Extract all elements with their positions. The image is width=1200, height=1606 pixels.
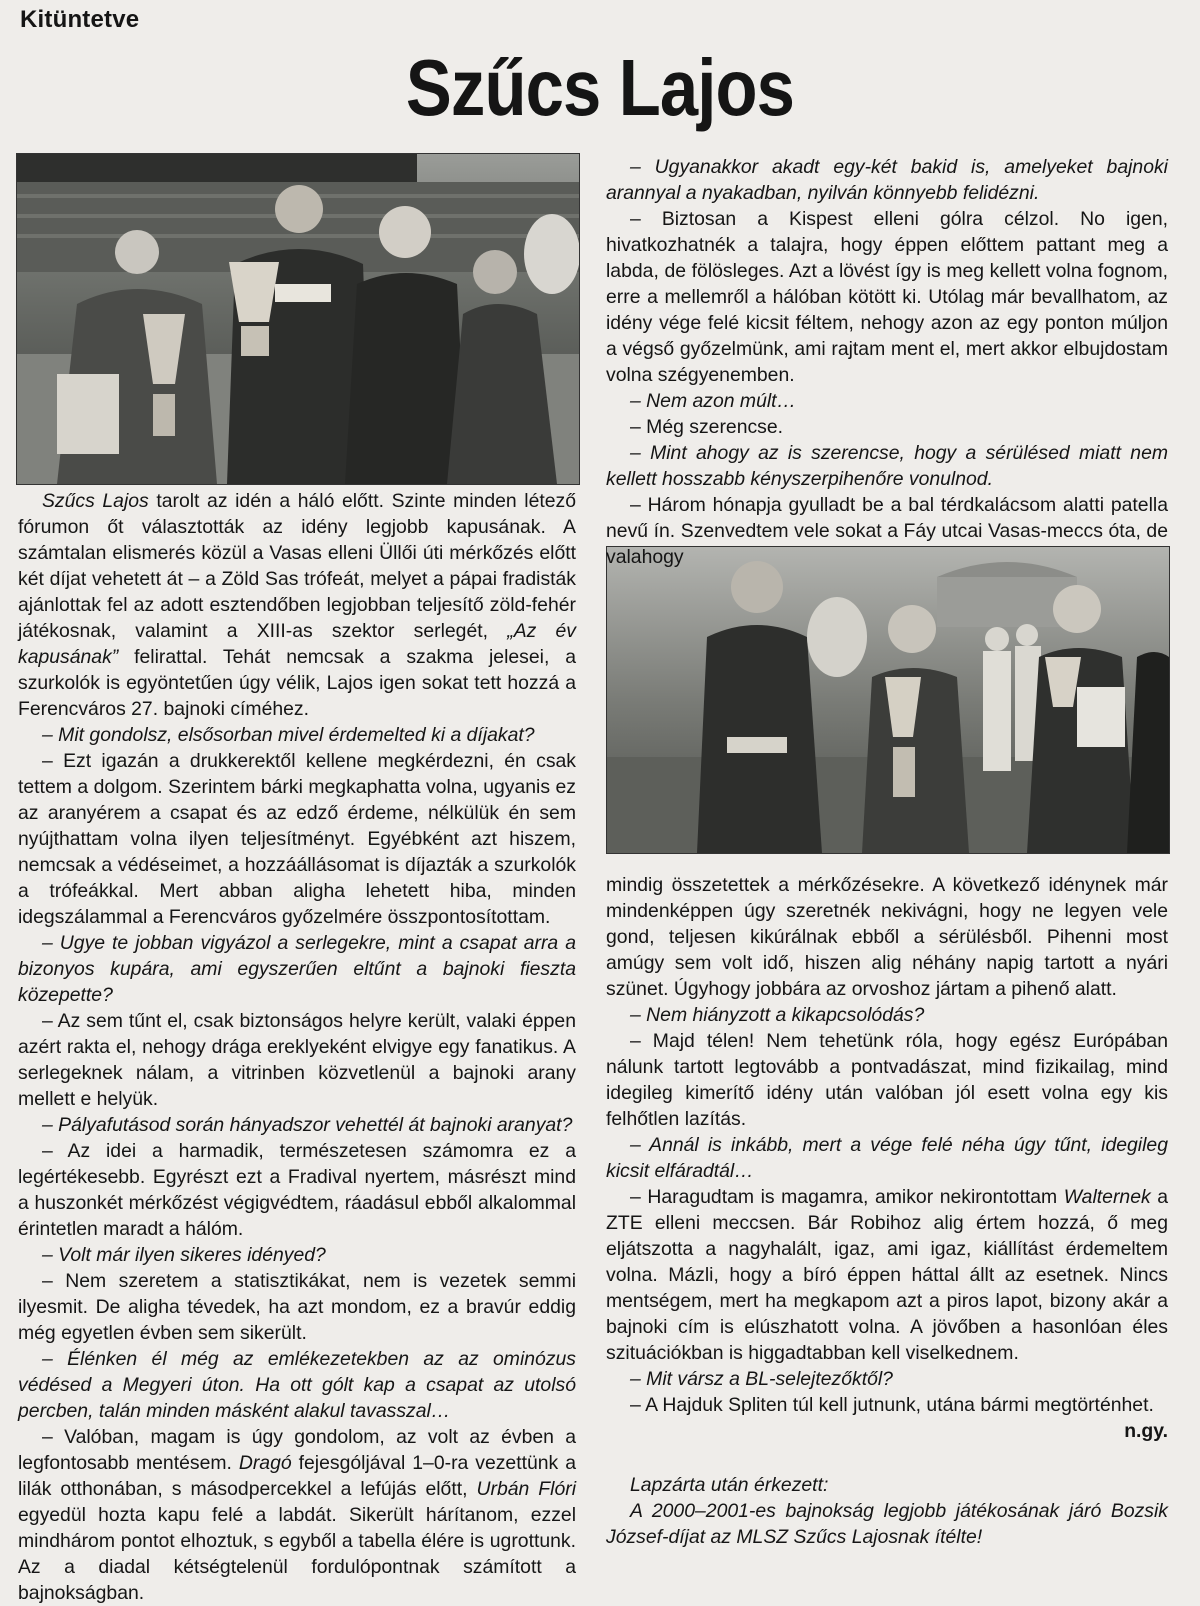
answer-paragraph: – Három hónapja gyulladt be a bal térdkalácsom alatti patella nevű ín. Szenvedtem vele sokat a Fáy utcai Vasas-meccs óta, de valahogy bbox=[606, 494, 1168, 568]
answer-paragraph: – Majd télen! Nem tehetünk róla, hogy egész Európában nálunk tartott legtovább a pontvadászat, mind fizikailag, mind idegileg kimerítő idény után valóban jól esett volna egy kis felhőtlen lazítás. bbox=[606, 1030, 1168, 1130]
answer-paragraph: – Valóban, magam is úgy gondolom, az volt az évben a legfontosabb mentésem. Dragó fejesgóljával 1–0-ra vezettünk a lilák otthonában, s másodpercekkel a lefújás előtt, Urbán Flóri egyedül hozta kapu felé a labdát. Sikerült hárítanom, ezzel mindhárom pontot elhoztuk, s egyből a tabella élére is ugrottunk. Az a diadal kétségtelenül fordulópontnak számított a bajnokságban. bbox=[18, 1426, 576, 1604]
answer-paragraph: – Az idei a harmadik, természetesen számomra ez a legértékesebb. Egyrészt ezt a Fradival nyertem, másrészt mind a huszonkét mérkőzést végigvédtem, ráadásul ebből alkalommal érintetlen maradt a hálóm. bbox=[18, 1140, 576, 1240]
article-column-right-bottom bbox=[606, 872, 1168, 1550]
article-column-left bbox=[18, 488, 576, 1606]
article-headline: Szűcs Lajos bbox=[405, 43, 795, 132]
question-paragraph: – Mint ahogy az is szerencse, hogy a sérülésed miatt nem kellett hosszabb kényszerpihenőre vonulnod. bbox=[606, 442, 1168, 490]
question-paragraph: – Volt már ilyen sikeres idényed? bbox=[42, 1244, 326, 1266]
answer-paragraph: – A Hajduk Spliten túl kell jutnunk, utána bármi megtörténhet. bbox=[630, 1394, 1154, 1416]
answer-paragraph: – Nem szeretem a statisztikákat, nem is vezetek semmi ilyesmit. De aligha tévedek, ha azt mondom, ez a bravúr eddig még egyetlen évben sem sikerült. bbox=[18, 1270, 576, 1344]
question-paragraph: – Élénken él még az emlékezetekben az az ominózus védésed a Megyeri úton. Ha ott gólt kap a csapat az utolsó percben, talán minden másként alakul tavasszal… bbox=[18, 1348, 576, 1422]
question-paragraph: – Pályafutásod során hányadszor vehettél át bajnoki aranyat? bbox=[42, 1114, 573, 1136]
author-signature: n.gy. bbox=[1124, 1420, 1168, 1442]
answer-paragraph: – Még szerencse. bbox=[630, 416, 784, 438]
answer-paragraph: – Biztosan a Kispest elleni gólra célzol. No igen, hivatkozhatnék a talajra, hogy éppen előttem pattant meg a labda, de fölösleges. Azt a lövést így is meg kellett volna fognom, erre a mellemről a hálóban kötött ki. Utólag már bevallhatom, az idény vége felé kicsit féltem, nehogy azon az egy ponton múljon a végső győzelmünk, ami rajtam ment el, mert akkor elbujdostam volna szégyenemben. bbox=[606, 208, 1168, 386]
answer-paragraph: mindig összetettek a mérkőzésekre. A következő idénynek már mindenképpen úgy szeretnék nekivágni, hogy ne legyen vele gond, teljesen kikúrálnak ebből a sérülésből. Pihenni most amúgy sem volt idő, hiszen alig néhány napig tartott a nyári szünet. Úgyhogy jobbára az orvoshoz jártam a pihenő alatt. bbox=[606, 874, 1168, 1000]
question-paragraph: – Ugyanakkor akadt egy-két bakid is, amelyeket bajnoki arannyal a nyakadban, nyilván könnyebb felidézni. bbox=[606, 156, 1168, 204]
award-handshake-photo bbox=[606, 546, 1170, 854]
answer-paragraph: – Ezt igazán a drukkerektől kellene megkérdezni, én csak tettem a dolgom. Szerintem bárki megkaphatta volna, ugyanis ez az aranyérem a csapat és az edző érdeme, nélkülük én sem nyújthattam volna ilyen teljesítményt. Egyébként azt hiszem, nemcsak a védéseimet, a hozzáállásomat is díjazták a szurkolók a trófeákkal. Mert abban aligha lehetett hiba, minden idegszálammal a Ferencváros győzelmére összpontosítottam. bbox=[18, 750, 576, 928]
answer-paragraph: – Az sem tűnt el, csak biztonságos helyre került, valaki éppen azért rakta el, nehogy drága ereklyeként elvigye egy fanatikus. A serlegeknek nálam, a vitrinben közvetlenül a bajnoki arany mellett e helyük. bbox=[18, 1010, 576, 1110]
section-kicker: Kitüntetve bbox=[20, 6, 140, 33]
question-paragraph: – Mit gondolsz, elsősorban mivel érdemelted ki a díjakat? bbox=[42, 724, 535, 746]
late-note-text: A 2000–2001-es bajnokság legjobb játékosának járó Bozsik József-díjat az MLSZ Szűcs Lajosnak ítélte! bbox=[606, 1500, 1168, 1548]
answer-paragraph: – Haragudtam is magamra, amikor nekirontottam Walternek a ZTE elleni meccsen. Bár Robihoz alig értem hozzá, ő meg eljátszotta a nagyhalált, igaz, ami igaz, kiállítást érdemeltem volna. Mázli, hogy a bíró éppen háttal állt az esetnek. Nincs mentségem, mert ha megkapom azt a piros lapot, bizony akár a bajnoki cím is elúszhatott volna. A jövőben a hasonlóan éles szituációkban is higgadtabban kell viselkednem. bbox=[606, 1186, 1169, 1364]
late-note-label: Lapzárta után érkezett: bbox=[630, 1474, 829, 1496]
question-paragraph: – Nem hiányzott a kikapcsolódás? bbox=[630, 1004, 925, 1026]
question-paragraph: – Nem azon múlt… bbox=[630, 390, 796, 412]
question-paragraph: – Annál is inkább, mert a vége felé néha úgy tűnt, idegileg kicsit elfáradtál… bbox=[606, 1134, 1168, 1182]
intro-paragraph: Szűcs Lajos tarolt az idén a háló előtt. Szinte minden létező fórumon őt választották az idény legjobb kapusának. A számtalan elismerés közül a Vasas elleni Üllői úti mérkőzés előtt két díjat vehetett át – a Zöld Sas trófeát, melyet a pápai fradisták ajánlottak fel az adott esztendőben legjobban teljesítő zöld-fehér játékosnak, valamint a XIII-as szektor serlegét, „Az év kapusának” felirattal. Tehát nemcsak a szakma jelesei, a szurkolók is egyöntetűen úgy vélik, Lajos igen sokat tett hozzá a Ferencváros 27. bajnoki címéhez. bbox=[18, 490, 577, 720]
question-paragraph: – Mit vársz a BL-selejtezőktől? bbox=[630, 1368, 893, 1390]
article-column-right-top bbox=[606, 154, 1168, 570]
question-paragraph: – Ugye te jobban vigyázol a serlegekre, mint a csapat arra a bizonyos kupára, ami egyszerűen eltűnt a bajnoki fieszta közepette? bbox=[18, 932, 576, 1006]
award-ceremony-photo-top bbox=[16, 153, 580, 485]
